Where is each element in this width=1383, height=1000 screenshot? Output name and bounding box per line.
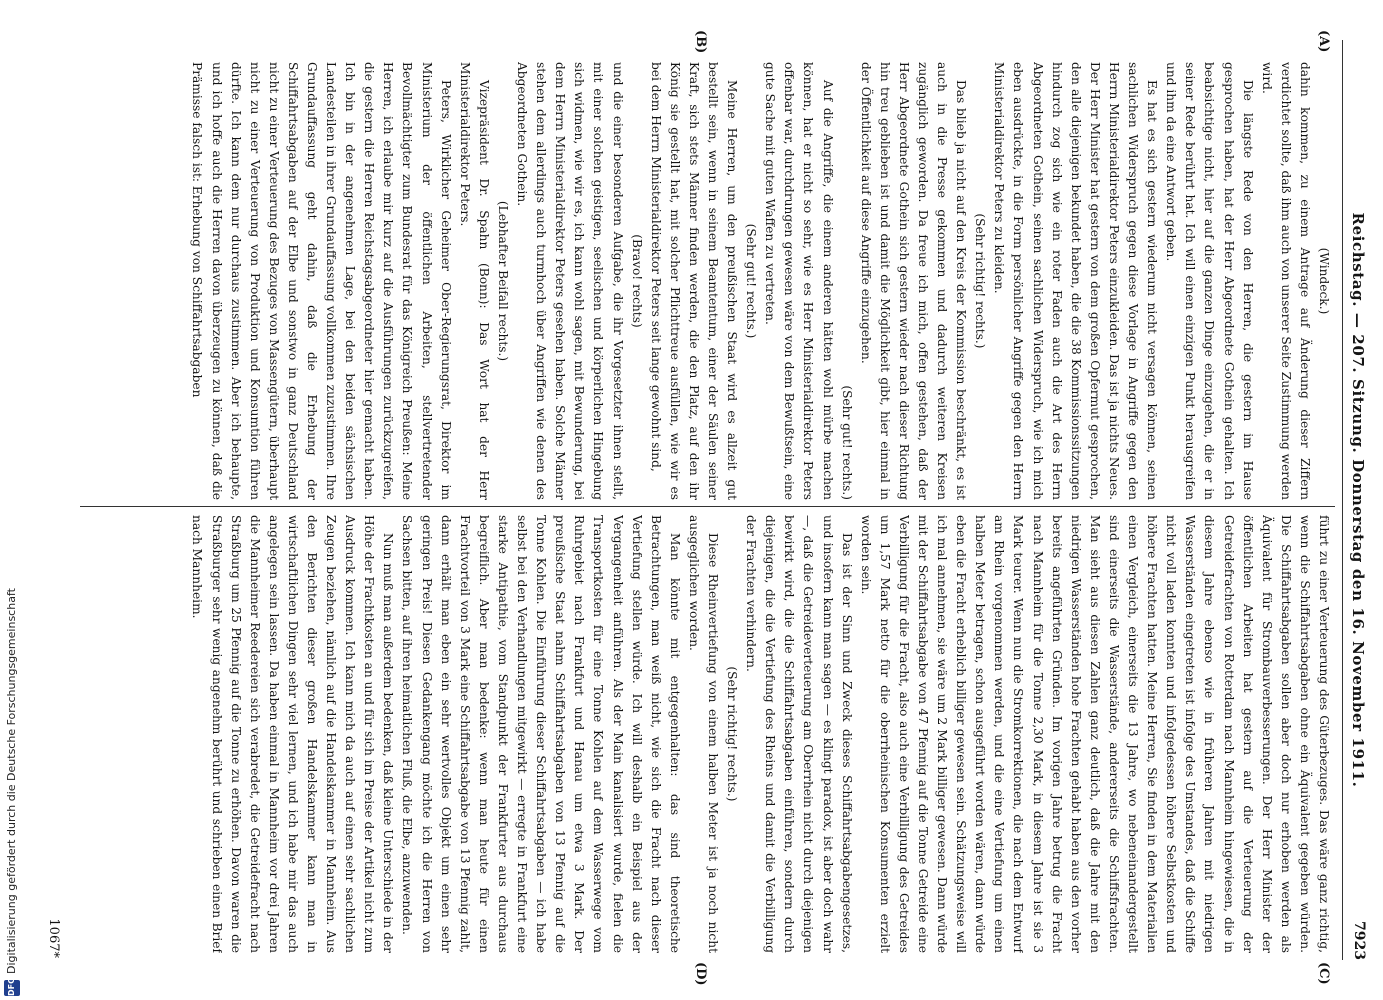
paragraph: Nun muß man außerdem bedenken, daß kleine Unterschiede in der Höhe der Frachtkosten an und für sich im Preise der Artikel nicht zum Ausdruck kommen. Ich kann mich da auch auf einen sehr sachlichen Zeugen beziehen, nämlich auf die Handelskammer in Mannheim. Aus den Berichten dieser großen Handelskammer kann man in wirtschaftlichen Dingen sehr viel lernen, und ich habe mir das auch angelegen sein lassen. Da haben einmal in Mannheim vor drei Jahren die Mannheimer Reedereien sich verabredet, die Getreidefracht nach Straßburg um 25 Pfennig auf die Tonne zu erhöhen. Davon waren die Straßburger sehr wenig angenehm berührt und schrieben einen Brief nach Mannheim. (190, 515, 396, 953)
page-title: Reichstag. — 207. Sitzung. Donnerstag den 16. November 1911. (1349, 212, 1367, 788)
header-rule (1342, 40, 1343, 960)
paragraph: Meine Herren, um den preußischen Staat wird es allzeit gut bestellt sein, wenn in seinem Beamtentum, einer der Säulen seiner Kraft, sich stets Männer finden werden, die den Platz, auf den ihr König sie gestellt hat, mit solcher Pflichttreue ausfüllen, wie wir es bei dem Herrn Ministerialdirektor Peters seit lange gewohnt sind, (648, 62, 740, 500)
paragraph: Es hat es sich gestern wiederum nicht versagen können, seinen sachlichen Widerspruch gegen diese Vorlage in Angriffe gegen den Herrn Ministerialdirektor Peters einzukleiden. Das ist ja nichts Neues. Der Herr Minister hat gestern von dem großen Opfermut gesprochen, den alle diejenigen bekundet haben, die die 38 Kommissionssitzungen hindurch zog sich wie ein roter Faden auch die Art des Herrn Abgeordneten Gothein, seinen sachlichen Widerspruch, wie ich mich eben ausdrückte, in die Form persönlicher Angriffe gegen den Herrn Ministerialdirektor Peters zu kleiden. (992, 62, 1160, 500)
paragraph: dahin kommen, zu einem Antrage auf Änderung dieser Ziffern verdichtet sollte, daß ihm auch von unserer Seite Zustimmung werden wird. (1259, 62, 1312, 500)
digitization-note (0, 0, 24, 1000)
column-divider (80, 506, 1335, 507)
dfg-logo-icon: DFG (4, 980, 20, 996)
paragraph: Das ist der Sinn und Zweck dieses Schiffahrtsabgabengesetzes, und insofern kann man sagen — es klingt paradox, ist aber doch wahr —, daß die Getreideverteuerung am Oberrhein nicht durch diejenigen bewirkt wird, die die Schiffahrtsabgaben einführen, sondern durch diejenigen, die die Vertiefung des Rheins und damit die Verbilligung der Frachten verhindern. (744, 515, 854, 953)
reaction-note: (Sehr richtig! rechts.) (973, 213, 988, 349)
reaction-note: (Sehr gut! rechts.) (839, 385, 854, 500)
paragraph: und die einer besonderen Aufgabe, die ihr Vorgesetzter ihnen stellt, mit einer solchen geistigen, seelischen und körperlichen Hingebung sich widmen, wie wir es, ich kann wohl sagen, mit Bewunderung, bei dem Herrn Ministerialdirektor Peters gesehen haben. Solche Männer stehen dem allerdings auch turmhoch über Angriffen wie denen des Abgeordneten Gothein. (515, 62, 625, 500)
paragraph: Man könnte mit entgegenhalten: das sind theoretische Betrachtungen, man weiß nicht, wie sich die Fracht nach dieser Vertiefung stellen würde. Ich will deshalb ein Beispiel aus der Vergangenheit anführen. Als der Main kanalisiert wurde, fielen die Transportkosten für eine Tonne Kohlen auf dem Wasserwege vom Ruhrgebiet nach Frankfurt und Hanau um etwa 3 Mark. Der preußische Staat nahm Schiffahrtsabgaben von 13 Pfennig auf die Tonne Kohlen. Die Einführung dieser Schiffahrtsabgaben — ich habe selbst bei den Verhandlungen mitgewirkt — erregte in Frankfurt eine starke Antipathie, vom Standpunkt der Frankfurter aus durchaus begreiflich. Aber man bedenke: wenn man heute für einen Frachtvorteil von 3 Mark eine Schiffahrtsabgabe von 13 Pfennig zahlt, dann erhält man eben ein sehr wertvolles Objekt um einen sehr geringen Preis! Diesen Gedankengang möchte ich die Herren von Sachsen bitten, auf ihren heimatlichen Fluß, die Elbe, anzuwenden. (400, 515, 682, 953)
paragraph: Vizepräsident Dr. Spahn (Bonn): Das Wort hat der Herr Ministerialdirektor Peters. (457, 62, 491, 500)
left-text-column (83, 62, 1333, 500)
paragraph: Diese Rheinvertiefung von einem halben Meter ist ja noch nicht ausgeglichen worden. (686, 515, 720, 953)
reaction-note: (Lebhafter Beifall rechts.) (495, 200, 510, 362)
page-number: 7923 (1351, 921, 1367, 960)
page-signature: 1067* (46, 918, 61, 958)
digitization-note-text: Digitalisierung gefördert durch die Deutsche Forschungsgemeinschaft (5, 588, 18, 974)
right-text-column (83, 515, 1333, 953)
paragraph: Auf die Angriffe, die einem anderen hätten wohl mürbe machen können, hat er nicht so sehr, wie es Herr Ministerialdirektor Peters offenbar war, durchdrungen gewesen wäre von dem Bewußtsein, eine gute Sache mit guten Waffen zu vertreten. (763, 62, 835, 500)
paragraph: Das blieb ja nicht auf den Kreis der Kommission beschränkt, es ist auch in die Presse gekommen und dadurch weiteren Kreisen zugänglich geworden. Da freue ich mich, offen gestehen, daß der Herr Abgeordnete Gothein sich gestern wieder nach dieser Richtung hin treu geblieben ist und damit die Möglichkeit gibt, hier einmal in der Öffentlichkeit auf diese Angriffe einzugehen. (858, 62, 969, 500)
paragraph: Die längste Rede von den Herren, die gestern im Hause gesprochen haben, hat der Herr Abgeordnete Gothein gehalten. Ich beabsichtige nicht, hier auf die ganzen Dinge einzugehen, die er in seiner Rede berührt hat. Ich will einen einzigen Punkt herausgreifen und ihm da eine Antwort geben. (1164, 62, 1255, 500)
paragraph: Peters, Wirklicher Geheimer Ober-Regierungsrat, Direktor im Ministerium der öffentlichen Arbeiten, stellvertretender Bevollmächtigter zum Bundesrat für das Königreich Preußen: Meine Herren, ich erlaube mir kurz auf die Ausführungen zurückzugreifen, die gestern die Herren Reichstagsabgeordneter hier gemacht haben. Ich bin in der angenehmen Lage, bei den beiden sächsischen Landesteilen in ihrer Grundauffassung vollkommen zuzustimmen. Ihre Grundauffassung geht dahin, daß die Erhebung der Schiffahrtsabgaben auf der Elbe und sonstwo in ganz Deutschland nicht zu einer Verteuerung des Bezuges von Massengütern, überhaupt nicht zu einer Verteuerung von Produktion und Konsumtion führen dürfte. Ich kann dem nur durchaus zustimmen. Aber ich behaupte, und ich hoffe auch die Herren davon überzeugen zu können, daß die Prämisse falsch ist: Erhebung von Schiffahrtsabgaben (190, 62, 453, 500)
margin-marker-d: (D) (693, 962, 708, 986)
margin-marker-b: (B) (693, 30, 708, 54)
reaction-note: (Bravo! rechts) (629, 234, 644, 328)
paragraph: führt zu einer Verteuerung des Güterbezuges. Das wäre ganz richtig, wenn die Schiffahrtsabgaben ohne ein Äquivalent gegeben würden. Die Schiffahrtsabgaben sollen aber doch nur erhoben werden als Äquivalent für Strombauverbesserungen. Der Herr Minister der öffentlichen Arbeiten hat gestern auf die Verteuerung der Getreidefrachten von Rotterdam nach Mannheim hingewiesen, die in diesem Jahre ebenso wie in früheren Jahren mit niedrigen Wasserständen eingetreten ist infolge des Umstandes, daß die Schiffe nicht voll laden konnten und infolgedessen höhere Selbstkosten und höhere Frachten hatten. Meine Herren, Sie finden in dem Materialien einen Vergleich, einerseits die 13 Jahre, wo nebeneinandergestellt sind einerseits die Wasserstände, andererseits die Schiffsfrachten. Man sieht aus diesen Zahlen ganz deutlich, daß die Jahre mit den niedrigen Wasserständen hohe Frachten gehabt haben aus den vorher bereits angeführten Gründen. Im vorigen Jahre betrug die Fracht nach Mannheim für die Tonne 2,30 Mark, in diesem Jahre ist sie 3 Mark teurer. Wenn nun die Stromkorrektionen, die nach dem Entwurf am Rhein vorgenommen werden, und die eine Vertiefung um einen halben Meter betragen, schon ausgeführt worden wären, dann würde eben die Fracht erheblich billiger gewesen sein. Schätzungsweise will ich mal annehmen, sie wäre um 2 Mark billiger gewesen. Dann würde mit der Schiffahrtsabgabe von 47 Pfennig auf die Tonne Getreide eine Verbilligung für die Fracht, also auch eine Verbilligung des Getreides um 1,57 Mark netto für die oberrheinischen Konsumenten erzielt worden sein. (858, 515, 1331, 953)
margin-marker-a: (A) (1316, 30, 1331, 53)
speaker-label: (Windeck.) (1317, 247, 1331, 315)
reaction-note: (Sehr gut! rechts.) (744, 223, 759, 339)
margin-marker-c: (C) (1316, 962, 1331, 985)
reaction-note: (Sehr richtig! rechts.) (725, 666, 740, 802)
page-header (1341, 40, 1375, 960)
